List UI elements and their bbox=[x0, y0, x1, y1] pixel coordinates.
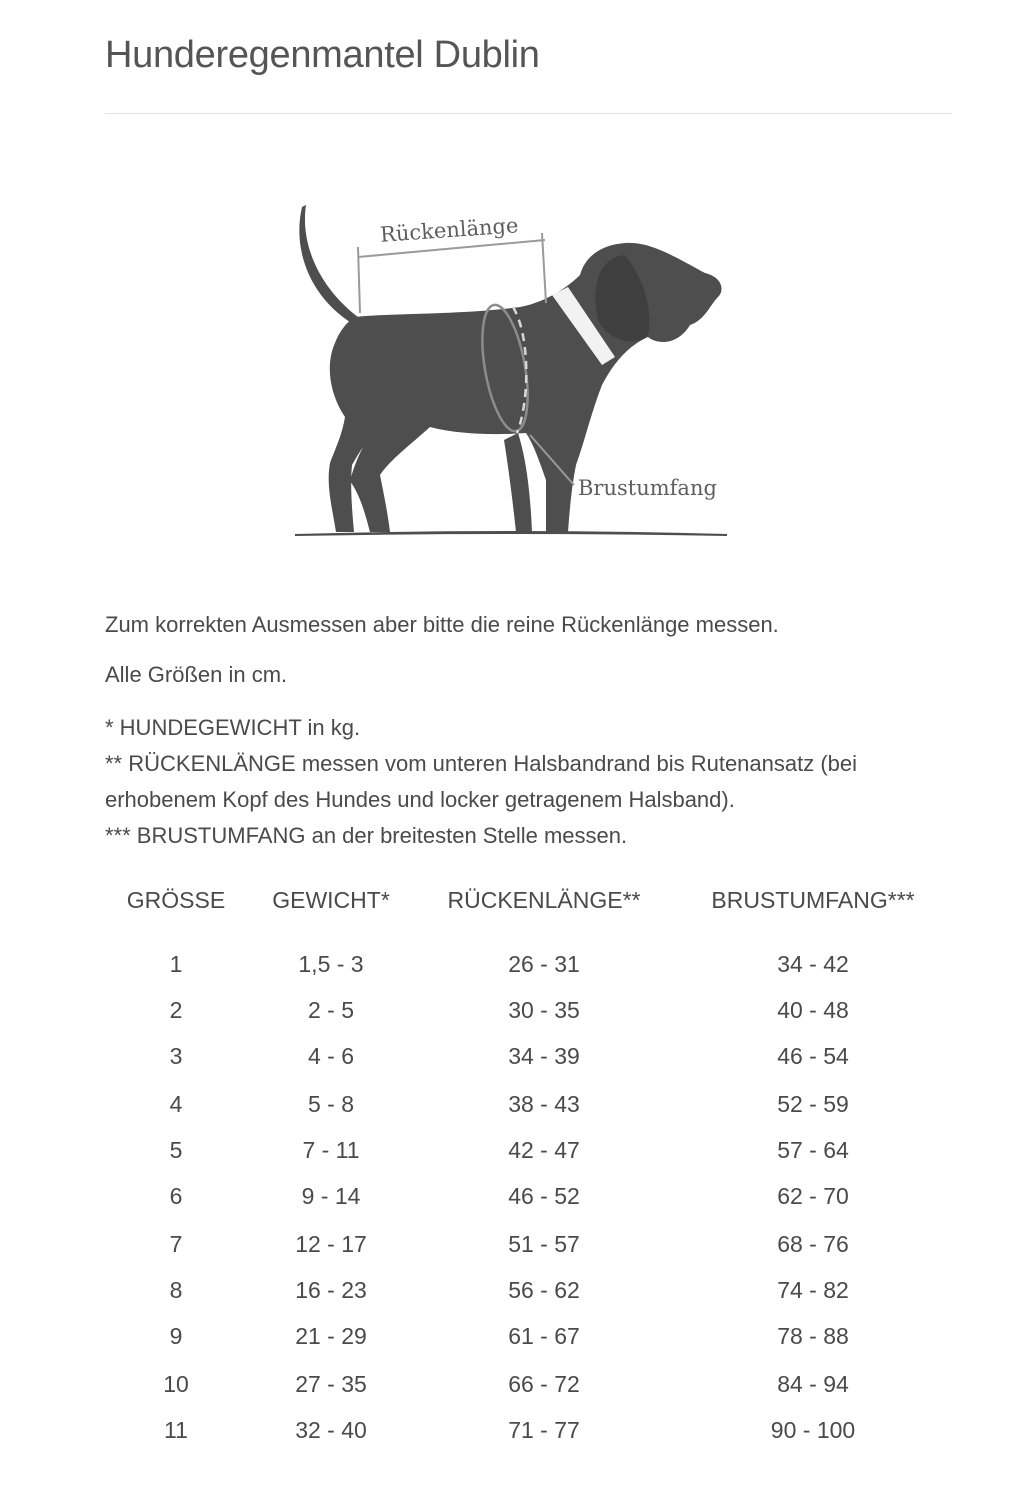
cell-chest: 68 - 76 bbox=[777, 1231, 849, 1257]
cell-weight: 1,5 - 3 bbox=[298, 951, 364, 977]
back-length-label: Rückenlänge bbox=[379, 213, 520, 247]
cell-size: 5 bbox=[169, 1137, 183, 1163]
cell-back-length: 71 - 77 bbox=[508, 1417, 580, 1443]
cell-weight: 7 - 11 bbox=[302, 1137, 360, 1163]
cell-chest: 84 - 94 bbox=[777, 1371, 849, 1397]
dog-tail bbox=[299, 205, 362, 327]
cell-weight: 32 - 40 bbox=[295, 1417, 367, 1443]
cell-weight: 4 - 6 bbox=[307, 1043, 355, 1069]
cell-size: 3 bbox=[169, 1043, 183, 1069]
cell-weight: 16 - 23 bbox=[295, 1277, 367, 1303]
cell-size: 6 bbox=[169, 1183, 183, 1209]
cell-size: 9 bbox=[169, 1323, 183, 1349]
dog-front-leg bbox=[504, 433, 532, 532]
cell-weight: 2 - 5 bbox=[307, 997, 355, 1023]
header-weight: GEWICHT* bbox=[272, 887, 390, 913]
cell-back-length: 26 - 31 bbox=[508, 951, 580, 977]
cell-chest: 90 - 100 bbox=[770, 1417, 856, 1443]
footnote-back-length-1: ** RÜCKENLÄNGE messen vom unteren Halsbandrand bis Rutenansatz (bei bbox=[105, 751, 858, 776]
cell-chest: 57 - 64 bbox=[777, 1137, 849, 1163]
footnote-chest: *** BRUSTUMFANG an der breitesten Stelle messen. bbox=[105, 823, 628, 848]
cell-back-length: 42 - 47 bbox=[508, 1137, 580, 1163]
ground-line bbox=[295, 531, 727, 536]
cell-size: 4 bbox=[169, 1091, 183, 1117]
header-back-length: RÜCKENLÄNGE** bbox=[447, 887, 641, 913]
measure-hint: Zum korrekten Ausmessen aber bitte die reine Rückenlänge messen. bbox=[105, 612, 779, 637]
cell-chest: 40 - 48 bbox=[777, 997, 849, 1023]
cell-back-length: 66 - 72 bbox=[508, 1371, 580, 1397]
cell-back-length: 56 - 62 bbox=[508, 1277, 580, 1303]
cell-size: 1 bbox=[169, 951, 183, 977]
cell-weight: 21 - 29 bbox=[295, 1323, 367, 1349]
title-divider bbox=[105, 113, 952, 114]
cell-weight: 27 - 35 bbox=[295, 1371, 367, 1397]
back-length-tick-right bbox=[542, 233, 546, 303]
header-chest: BRUSTUMFANG*** bbox=[711, 887, 915, 913]
cell-back-length: 30 - 35 bbox=[508, 997, 580, 1023]
cell-back-length: 51 - 57 bbox=[508, 1231, 580, 1257]
dog-measurement-diagram bbox=[280, 195, 740, 545]
cell-chest: 78 - 88 bbox=[777, 1323, 849, 1349]
cell-back-length: 38 - 43 bbox=[508, 1091, 580, 1117]
header-size: GRÖSSE bbox=[126, 887, 226, 913]
cell-size: 10 bbox=[163, 1371, 189, 1397]
dog-illustration bbox=[280, 195, 740, 545]
cell-chest: 62 - 70 bbox=[777, 1183, 849, 1209]
cell-chest: 34 - 42 bbox=[777, 951, 849, 977]
footnote-weight: * HUNDEGEWICHT in kg. bbox=[105, 715, 361, 740]
cell-weight: 9 - 14 bbox=[301, 1183, 361, 1209]
cell-weight: 5 - 8 bbox=[307, 1091, 355, 1117]
cell-back-length: 61 - 67 bbox=[508, 1323, 580, 1349]
units-note: Alle Größen in cm. bbox=[105, 662, 288, 687]
cell-chest: 52 - 59 bbox=[777, 1091, 849, 1117]
cell-chest: 46 - 54 bbox=[777, 1043, 849, 1069]
footnote-back-length-2: erhobenem Kopf des Hundes und locker getragenem Halsband). bbox=[105, 787, 735, 812]
cell-size: 11 bbox=[164, 1417, 188, 1443]
cell-size: 7 bbox=[169, 1231, 183, 1257]
chest-label: Brustumfang bbox=[578, 476, 717, 500]
cell-chest: 74 - 82 bbox=[777, 1277, 849, 1303]
cell-size: 8 bbox=[169, 1277, 183, 1303]
cell-weight: 12 - 17 bbox=[295, 1231, 367, 1257]
cell-back-length: 46 - 52 bbox=[508, 1183, 580, 1209]
cell-size: 2 bbox=[169, 997, 183, 1023]
page-title: Hunderegenmantel Dublin bbox=[105, 34, 540, 76]
cell-back-length: 34 - 39 bbox=[508, 1043, 580, 1069]
footnotes bbox=[105, 710, 965, 854]
